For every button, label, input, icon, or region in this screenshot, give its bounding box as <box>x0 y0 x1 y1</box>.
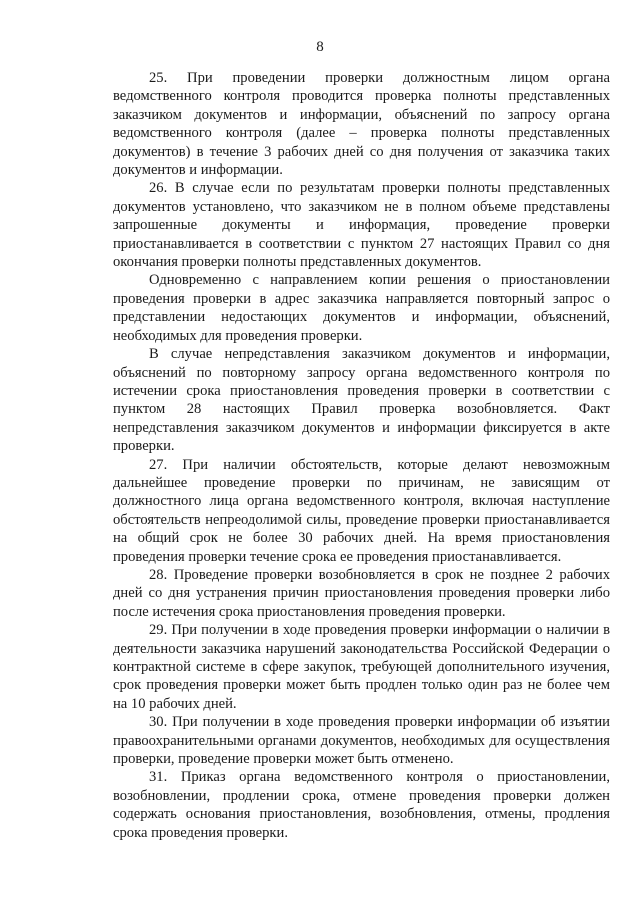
paragraph-26-non-submission: В случае непредставления заказчиком документов и информации, объяснений по повторному запросу органа ведомственного контроля по истечении срока приостановления проведения проверки в соответствии с пунктом 28 настоящих Правил проверка возобновляется. Факт непредставления заказчиком документов и информации фиксируется в акте проверки. <box>113 346 610 455</box>
paragraph-31: 31. Приказ органа ведомственного контроля о приостановлении, возобновлении, продлении срока, отмене проведения проверки должен содержать основания приостановления, возобновления, отмены, продления срока проведения проверки. <box>113 769 610 841</box>
paragraph-25: 25. При проведении проверки должностным лицом органа ведомственного контроля проводится проверка полноты представленных заказчиком документов и информации, объяснений по запросу органа ведомственного контроля (далее – проверка полноты представленных документов) в течение 3 рабочих дней со дня получения от заказчика таких документов и информации. <box>113 70 610 179</box>
paragraph-27: 27. При наличии обстоятельств, которые делают невозможным дальнейшее проведение проверки по причинам, не зависящим от должностного лица органа ведомственного контроля, включая наступление обстоятельств непреодолимой силы, проведение проверки приостанавливается на общий срок не более 30 рабочих дней. На время приостановления проведения проверки течение срока ее проведения приостанавливается. <box>113 456 610 565</box>
page-number: 8 <box>316 39 324 55</box>
document-body <box>113 69 610 842</box>
paragraph-28: 28. Проведение проверки возобновляется в срок не позднее 2 рабочих дней со дня устранения причин приостановления проведения проверки либо после истечения срока приостановления проведения проверки. <box>113 566 610 620</box>
paragraph-29: 29. При получении в ходе проведения проверки информации о наличии в деятельности заказчика нарушений законодательства Российской Федерации о контрактной системе в сфере закупок, требующей дополнительного изучения, срок проведения проверки может быть продлен только один раз не более чем на 10 рабочих дней. <box>113 622 610 712</box>
paragraph-30: 30. При получении в ходе проведения проверки информации об изъятии правоохранительными органами документов, необходимых для осуществления проверки, проведение проверки может быть отменено. <box>113 714 610 768</box>
paragraph-26-repeat-request: Одновременно с направлением копии решения о приостановлении проведения проверки в адрес заказчика направляется повторный запрос о представлении недостающих документов и информации, объяснений, необходимых для проведения проверки. <box>113 272 610 344</box>
paragraph-26: 26. В случае если по результатам проверки полноты представленных документов установлено, что заказчиком не в полном объеме представлены запрошенные документы и информация, проведение проверки приостанавливается в соответствии с пунктом 27 настоящих Правил со дня окончания проверки полноты представленных документов. <box>113 180 610 271</box>
